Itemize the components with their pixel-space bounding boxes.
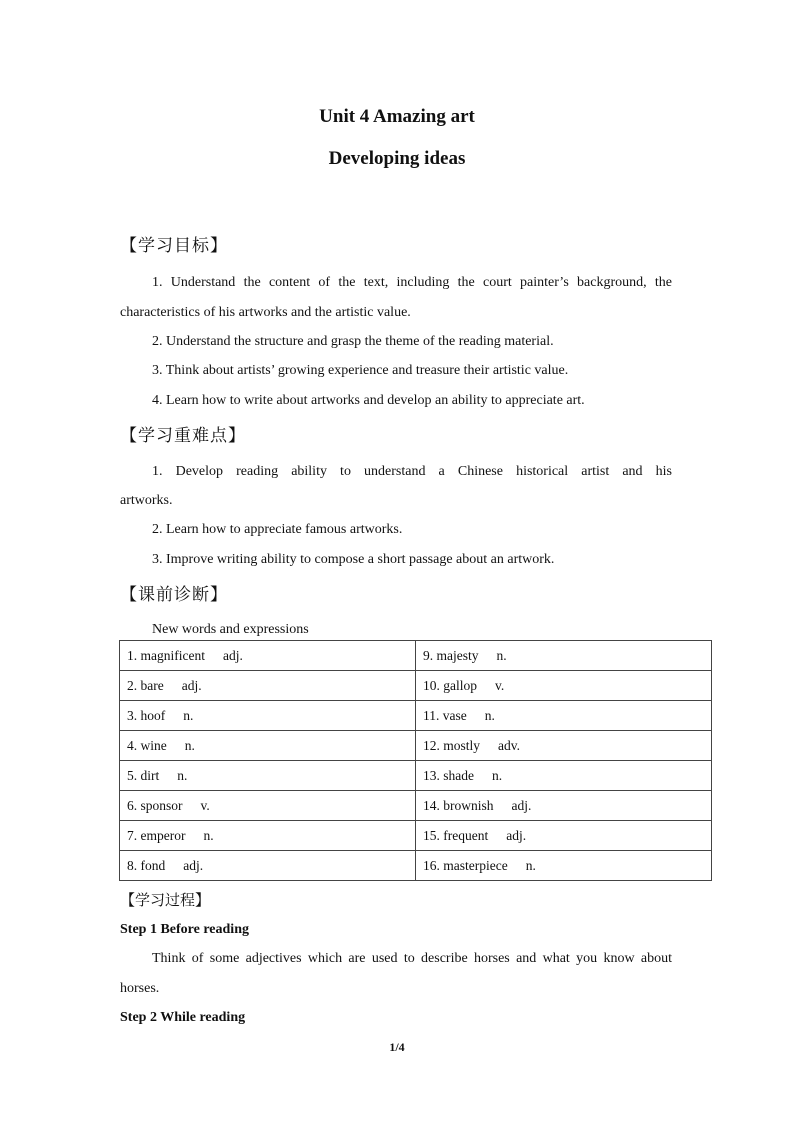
vocab-pos: n. [525, 857, 536, 873]
vocab-pos: n. [492, 767, 503, 783]
table-cell [416, 851, 712, 881]
key-point-3: 3. Improve writing ability to compose a short passage about an artwork. [152, 552, 555, 567]
vocab-pos: n. [183, 707, 194, 723]
table-cell [120, 671, 416, 701]
key-points-heading: 【学习重难点】 [120, 426, 246, 446]
table-cell [120, 791, 416, 821]
vocab-pos: adj. [511, 797, 532, 813]
vocab-pos: adv. [498, 737, 521, 753]
key-point-1-line-1: 1. Develop reading ability to understand a Chinese historical artist and his [152, 464, 672, 479]
table-cell [416, 701, 712, 731]
table-cell [120, 731, 416, 761]
table-row [120, 671, 712, 701]
vocab-pos: n. [484, 707, 495, 723]
objective-1-line-1: 1. Understand the content of the text, including the court painter’s background, the [152, 275, 672, 290]
table-cell [416, 821, 712, 851]
vocab-pos: adj. [183, 857, 204, 873]
vocab-word: 11. vase [423, 707, 467, 723]
table-row [120, 821, 712, 851]
vocab-pos: n. [177, 767, 188, 783]
table-row [120, 761, 712, 791]
diagnosis-heading: 【课前诊断】 [120, 585, 228, 605]
vocab-word: 16. masterpiece [423, 857, 508, 873]
table-row [120, 731, 712, 761]
vocab-pos: adj. [181, 677, 202, 693]
process-heading: 【学习过程】 [120, 891, 211, 909]
table-cell [416, 761, 712, 791]
vocab-pos: n. [496, 647, 507, 663]
vocab-word: 1. magnificent [127, 647, 205, 663]
step-2-title: Step 2 While reading [120, 1010, 246, 1025]
vocab-pos: n. [203, 827, 214, 843]
objective-4: 4. Learn how to write about artworks and develop an ability to appreciate art. [152, 393, 585, 408]
document-subtitle: Developing ideas [328, 148, 466, 169]
table-cell [416, 731, 712, 761]
table-row [120, 851, 712, 881]
vocab-pos: adj. [222, 647, 243, 663]
table-cell [120, 641, 416, 671]
objective-1-line-2: characteristics of his artworks and the artistic value. [120, 305, 411, 320]
table-cell [120, 701, 416, 731]
vocab-word: 7. emperor [127, 827, 186, 843]
vocab-word: 2. bare [127, 677, 164, 693]
vocab-word: 14. brownish [423, 797, 494, 813]
objectives-heading: 【学习目标】 [120, 236, 228, 256]
table-row [120, 701, 712, 731]
table-row [120, 641, 712, 671]
table-cell [416, 641, 712, 671]
vocab-word: 4. wine [127, 737, 167, 753]
step-1-text: Think of some adjectives which are used to describe horses and what you know about horses. [120, 951, 672, 996]
objective-3: 3. Think about artists’ growing experience and treasure their artistic value. [152, 363, 569, 378]
vocab-word: 9. majesty [423, 647, 479, 663]
vocab-word: 6. sponsor [127, 797, 183, 813]
objective-2: 2. Understand the structure and grasp the theme of the reading material. [152, 334, 554, 349]
page-number: 1/4 [389, 1040, 405, 1054]
vocab-word: 15. frequent [423, 827, 489, 843]
vocab-pos: v. [495, 677, 505, 693]
vocab-pos: n. [184, 737, 195, 753]
vocab-word: 13. shade [423, 767, 474, 783]
key-point-2: 2. Learn how to appreciate famous artworks. [152, 522, 403, 537]
vocab-word: 5. dirt [127, 767, 160, 783]
document-title: Unit 4 Amazing art [319, 106, 475, 127]
vocab-word: 10. gallop [423, 677, 477, 693]
vocab-pos: adj. [506, 827, 527, 843]
vocab-word: 3. hoof [127, 707, 166, 723]
table-cell [120, 821, 416, 851]
table-cell [416, 791, 712, 821]
vocabulary-table [119, 640, 712, 881]
key-point-1-line-2: artworks. [120, 493, 173, 508]
vocab-word: 8. fond [127, 857, 166, 873]
table-row [120, 791, 712, 821]
step-1-title: Step 1 Before reading [120, 922, 249, 937]
table-cell [120, 761, 416, 791]
vocab-pos: v. [200, 797, 210, 813]
table-caption: New words and expressions [152, 622, 309, 637]
vocab-word: 12. mostly [423, 737, 481, 753]
table-cell [416, 671, 712, 701]
table-cell [120, 851, 416, 881]
